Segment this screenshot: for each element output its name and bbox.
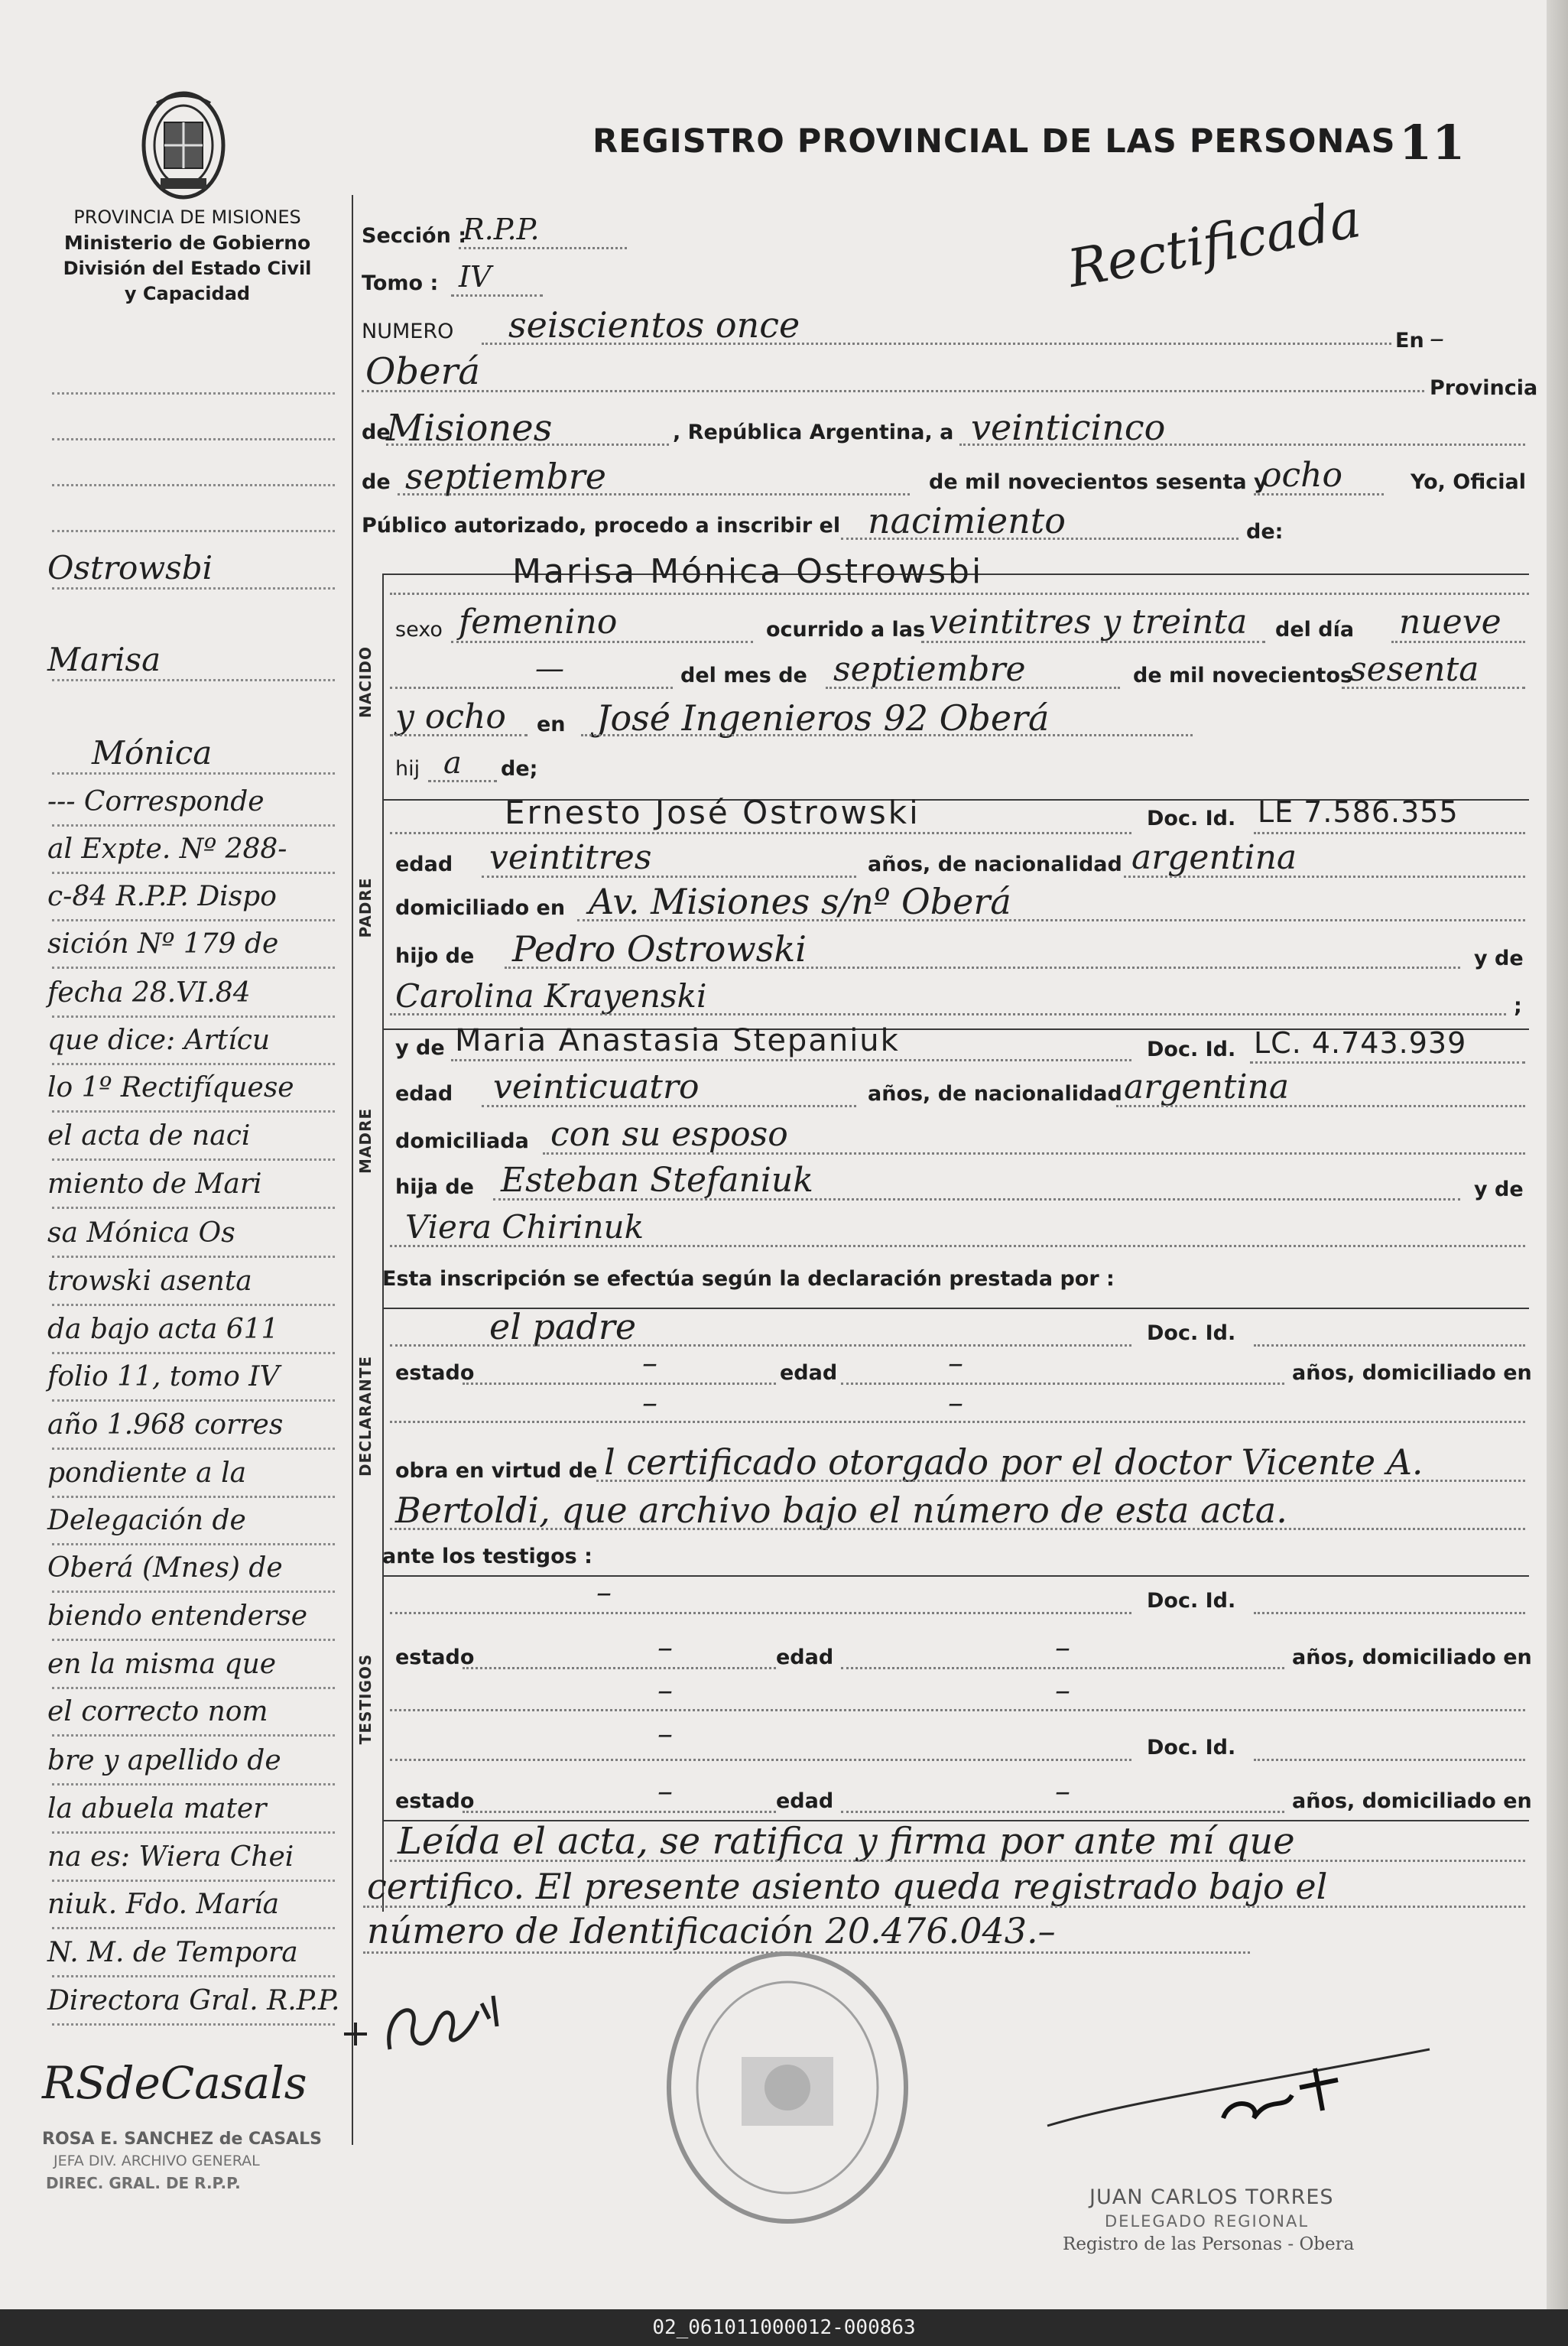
margin-note-line: en la misma que: [47, 1649, 277, 1680]
field-seccion: R.P.P.: [463, 213, 540, 246]
label-decl-dom: años, domiciliado en: [1292, 1361, 1532, 1385]
image-caption: 02_061011000012-000863: [0, 2309, 1568, 2346]
margin-note-line: miento de Mari: [47, 1168, 262, 1200]
margin-note-line: Marisa: [47, 641, 161, 678]
closing-line-3: número de Identificación 20.476.043.–: [367, 1910, 1056, 1951]
field-padre-doc: LE 7.586.355: [1258, 795, 1459, 829]
margin-note-line: la abuela mater: [47, 1793, 267, 1824]
margin-note-line: Directora Gral. R.P.P.: [47, 1985, 340, 2016]
field-padre-padre: Pedro Ostrowski: [512, 928, 807, 970]
label-padre-doc: Doc. Id.: [1147, 807, 1236, 830]
field-madre-edad: veinticuatro: [493, 1067, 700, 1106]
label-padre-hijo: hijo de: [395, 944, 475, 968]
field-anio-nac-1: sesenta: [1349, 650, 1479, 689]
label-en2: en: [537, 713, 566, 736]
margin-line-b: [52, 438, 335, 440]
margin-note-line: al Expte. Nº 288-: [47, 833, 287, 865]
field-madre-padre: Esteban Stefaniuk: [501, 1161, 813, 1200]
line-closing-1: [390, 1860, 1525, 1862]
margin-note-underline: [52, 1448, 335, 1450]
agency-line-2: Ministerio de Gobierno: [63, 232, 311, 254]
label-ocurrido: ocurrido a las: [766, 618, 926, 642]
margin-note-line: --- Corresponde: [47, 786, 265, 817]
field-decl-edad: –: [948, 1346, 963, 1381]
round-stamp-icon: [657, 1942, 917, 2233]
section-testigos: TESTIGOS: [356, 1653, 375, 1745]
label-madre-doc: Doc. Id.: [1147, 1038, 1236, 1061]
label-madre-anos: años, de nacionalidad: [868, 1082, 1122, 1106]
label-provincia: Provincia: [1430, 376, 1538, 400]
label-testigo1-edad: edad: [776, 1646, 834, 1669]
margin-note-underline: [52, 967, 335, 969]
margin-note-underline: [52, 1591, 335, 1593]
field-provincia: Misiones: [386, 407, 553, 450]
line-testigo1-doc: [1254, 1612, 1525, 1614]
line-madre-dom: [543, 1152, 1525, 1155]
field-testigo1-edad: –: [1055, 1630, 1070, 1665]
field-tomo: IV: [459, 260, 492, 294]
margin-note-underline: [52, 2023, 335, 2026]
label-testigo1-doc: Doc. Id.: [1147, 1589, 1236, 1613]
field-anio-nac-2: y ocho: [395, 697, 506, 736]
line-seccion: [459, 247, 627, 249]
margin-signature: RSdeCasals: [42, 2057, 307, 2109]
delegate-office: Registro de las Personas - Obera: [1063, 2234, 1355, 2254]
line-lugar: [362, 390, 1424, 392]
page-number: 11: [1399, 115, 1466, 171]
margin-note-underline: [52, 1831, 335, 1834]
label-padre-yde: y de: [1474, 947, 1524, 970]
field-testigo1-estado: –: [657, 1630, 673, 1665]
field-padre-nac: argentina: [1131, 838, 1297, 877]
label-obra: obra en virtud de: [395, 1459, 598, 1483]
margin-note-underline: [52, 1496, 335, 1498]
margin-note-underline: [52, 772, 335, 775]
field-padre-nombre: Ernesto José Ostrowski: [505, 794, 920, 831]
margin-note-underline: [52, 1880, 335, 1882]
closing-line-2: certifico. El presente asiento queda registrado bajo el: [367, 1866, 1328, 1907]
field-testigo2-edad: –: [1055, 1774, 1070, 1809]
closing-line-1: Leída el acta, se ratifica y firma por ante mí que: [398, 1820, 1295, 1863]
line-lugar-nac: [581, 734, 1193, 736]
field-testigo1-dom-2: –: [1055, 1673, 1070, 1708]
column-divider: [352, 195, 353, 2145]
margin-note-line: N. M. de Tempora: [47, 1937, 298, 1968]
field-madre-madre: Viera Chirinuk: [405, 1208, 644, 1246]
margin-note-underline: [52, 1783, 335, 1785]
label-del-dia: del día: [1275, 618, 1355, 642]
margin-note-underline: [52, 1975, 335, 1977]
field-hora: veintitres y treinta: [929, 603, 1248, 642]
line-decl-estado: [463, 1383, 776, 1385]
margin-note-underline: [52, 1207, 335, 1209]
margin-note-underline: [52, 1399, 335, 1402]
line-madre-nombre: [451, 1059, 1131, 1061]
label-mil-nov-sesenta: de mil novecientos sesenta y: [929, 470, 1268, 494]
label-declaracion: Esta inscripción se efectúa según la declaración prestada por :: [382, 1267, 1115, 1291]
line-testigo2-estado: [463, 1811, 776, 1813]
margin-note-line: el correcto nom: [47, 1696, 268, 1727]
label-testigo1-estado: estado: [395, 1646, 475, 1669]
margin-note-line: na es: Wiera Chei: [47, 1841, 294, 1873]
line-decl-edad: [841, 1383, 1284, 1385]
section-madre: MADRE: [356, 1107, 375, 1175]
line-padre-edad: [482, 876, 856, 878]
field-obra-2: Bertoldi, que archivo bajo el número de esta acta.: [395, 1490, 1287, 1531]
delegate-name: JUAN CARLOS TORRES: [1089, 2185, 1334, 2209]
label-de: de: [362, 421, 391, 444]
line-mes: [826, 687, 1120, 689]
line-sexo: [451, 641, 753, 643]
field-declarante: el padre: [489, 1306, 637, 1347]
margin-note-underline: [52, 1352, 335, 1354]
line-declarante: [390, 1344, 1131, 1347]
label-decl-estado: estado: [395, 1361, 475, 1385]
margin-note-underline: [52, 679, 335, 681]
line-padre-nombre: [390, 832, 1131, 834]
line-madre-edad: [482, 1105, 856, 1107]
margin-note-underline: [52, 1734, 335, 1737]
field-en: –: [1430, 321, 1444, 355]
field-padre-edad: veintitres: [489, 838, 652, 877]
line-padre-doc: [1254, 832, 1525, 834]
label-madre-dom: domiciliada: [395, 1129, 529, 1153]
line-closing-2: [363, 1906, 1525, 1908]
line-madre-nac: [1116, 1105, 1525, 1107]
semicolon-mark: ;: [1514, 994, 1522, 1018]
agency-line-3: División del Estado Civil: [63, 258, 312, 279]
line-provincia: [386, 444, 669, 446]
line-padre-padre: [505, 967, 1460, 969]
line-testigo-2: [390, 1759, 1131, 1761]
label-de2: de: [362, 470, 391, 494]
margin-note-underline: [52, 1110, 335, 1113]
line-madre-madre: [390, 1245, 1525, 1247]
delegate-title: DELEGADO REGIONAL: [1105, 2212, 1310, 2231]
label-seccion: Sección :: [362, 224, 466, 248]
line-testigo2-doc: [1254, 1759, 1525, 1761]
field-sexo: femenino: [459, 603, 618, 642]
line-tomo: [451, 294, 543, 297]
margin-note-line: sición Nº 179 de: [47, 928, 279, 960]
label-madre-edad: edad: [395, 1082, 453, 1106]
label-yo-oficial: Yo, Oficial: [1411, 470, 1526, 494]
field-testigo2-estado: –: [657, 1774, 673, 1809]
margin-note-line: el acta de naci: [47, 1120, 251, 1152]
field-padre-madre: Carolina Krayenski: [395, 977, 707, 1015]
field-decl-dom-2: –: [948, 1386, 963, 1421]
margin-note-line: folio 11, tomo IV: [47, 1361, 280, 1392]
line-fecha-dia: [959, 444, 1525, 446]
margin-note-line: Delegación de: [47, 1505, 246, 1536]
page-edge: [1547, 0, 1568, 2309]
field-acto: nacimiento: [868, 500, 1066, 541]
margin-note-underline: [52, 1543, 335, 1545]
field-madre-nac: argentina: [1124, 1067, 1290, 1106]
section-declarante: DECLARANTE: [356, 1355, 375, 1477]
label-madre-yde: y de: [1474, 1178, 1524, 1201]
line-padre-nac: [1124, 876, 1525, 878]
field-lugar-nac: José Ingenieros 92 Oberá: [596, 697, 1050, 739]
margin-note-line: niuk. Fdo. María: [47, 1889, 280, 1920]
field-dia: nueve: [1399, 603, 1501, 642]
margin-note-underline: [52, 1158, 335, 1161]
margin-line-a: [52, 392, 335, 395]
field-dia-cont: —: [535, 651, 564, 685]
line-testigo1-dom: [390, 1709, 1525, 1711]
margin-note-underline: [52, 1063, 335, 1065]
margin-note-underline: [52, 1256, 335, 1258]
label-de-colon: de:: [1246, 520, 1284, 544]
margin-note-underline: [52, 824, 335, 827]
label-mil-nov: de mil novecientos: [1133, 664, 1353, 687]
label-en: En: [1395, 329, 1424, 353]
margin-signer-2: JEFA DIV. ARCHIVO GENERAL: [54, 2153, 260, 2169]
line-numero: [482, 343, 1391, 345]
line-decl-dom: [390, 1421, 1525, 1423]
line-obra-1: [596, 1480, 1525, 1482]
margin-note-underline: [52, 919, 335, 921]
rectificada-annotation: Rectificada: [1063, 189, 1365, 300]
section-divider: [382, 574, 384, 1912]
label-decl-doc: Doc. Id.: [1147, 1321, 1236, 1345]
label-testigo2-dom: años, domiciliado en: [1292, 1789, 1532, 1813]
field-mes: septiembre: [833, 650, 1026, 689]
margin-note-line: c-84 R.P.P. Dispo: [47, 881, 277, 912]
field-testigo-1: –: [596, 1575, 612, 1610]
line-testigo1-edad: [841, 1667, 1284, 1669]
margin-note-line: biendo entenderse: [47, 1600, 307, 1632]
margin-note-line: Oberá (Mnes) de: [47, 1552, 283, 1584]
delegate-signature-icon: [1032, 2034, 1460, 2141]
margin-note-underline: [52, 872, 335, 874]
label-testigo2-doc: Doc. Id.: [1147, 1736, 1236, 1760]
margin-note-line: bre y apellido de: [47, 1745, 281, 1776]
margin-note-underline: [52, 1015, 335, 1018]
line-hora: [921, 641, 1265, 643]
margin-note-line: da bajo acta 611: [47, 1314, 279, 1345]
margin-signer-3: DIREC. GRAL. DE R.P.P.: [46, 2174, 241, 2192]
field-anio: ocho: [1261, 456, 1342, 495]
line-madre-padre: [493, 1198, 1460, 1201]
label-tomo: Tomo :: [362, 271, 439, 295]
margin-note-underline: [52, 1687, 335, 1689]
field-testigo-2: –: [657, 1717, 673, 1752]
field-madre-dom: con su esposo: [550, 1115, 788, 1154]
label-testigo2-edad: edad: [776, 1789, 834, 1813]
margin-note-line: pondiente a la: [47, 1457, 247, 1489]
field-padre-dom: Av. Misiones s/nº Oberá: [589, 881, 1011, 922]
margin-signer-1: ROSA E. SANCHEZ de CASALS: [42, 2130, 322, 2149]
field-obra-1: l certificado otorgado por el doctor Vicente A.: [604, 1441, 1424, 1483]
label-testigo2-estado: estado: [395, 1789, 475, 1813]
margin-note-line: fecha 28.VI.84: [47, 977, 251, 1009]
margin-line-d: [52, 530, 335, 532]
field-decl-estado: –: [642, 1346, 657, 1381]
section-nacido: NACIDO: [356, 646, 375, 718]
line-decl-doc: [1254, 1344, 1525, 1347]
margin-note-underline: [52, 1639, 335, 1641]
label-padre-edad: edad: [395, 853, 453, 876]
field-hij-suffix: a: [443, 746, 462, 781]
agency-line-1: PROVINCIA DE MISIONES: [73, 206, 301, 228]
label-padre-anos: años, de nacionalidad: [868, 853, 1122, 876]
line-acto: [841, 538, 1238, 540]
field-nombre: Marisa Mónica Ostrowsbi: [512, 552, 984, 591]
margin-note-line: Mónica: [92, 734, 213, 772]
line-dia: [1391, 641, 1525, 643]
field-fecha-mes: septiembre: [405, 456, 606, 497]
label-sexo: sexo: [395, 618, 443, 642]
field-decl-dom-1: –: [642, 1386, 657, 1421]
line-testigo1-estado: [463, 1667, 776, 1669]
section-padre: PADRE: [356, 877, 375, 938]
label-hij: hij: [395, 757, 420, 781]
field-madre-nombre: Maria Anastasia Stepaniuk: [455, 1023, 900, 1058]
line-testigo-1: [390, 1612, 1131, 1614]
line-anio-nac-1: [1342, 687, 1525, 689]
label-ante-testigos: ante los testigos :: [382, 1545, 592, 1568]
line-testigo2-edad: [841, 1811, 1284, 1813]
line-dia-cont: [390, 687, 673, 689]
line-hij: [428, 780, 497, 782]
provincial-seal-icon: [134, 88, 233, 203]
line-madre-doc: [1250, 1061, 1525, 1064]
label-decl-edad: edad: [780, 1361, 838, 1385]
page-title: REGISTRO PROVINCIAL DE LAS PERSONAS: [592, 122, 1396, 161]
label-del-mes: del mes de: [680, 664, 807, 687]
line-fecha-mes: [398, 493, 910, 496]
label-madre-yde: y de: [395, 1036, 445, 1060]
margin-note-line: sa Mónica Os: [47, 1217, 235, 1249]
line-nombre: [390, 593, 1529, 595]
label-republica: , República Argentina, a: [673, 421, 954, 444]
line-padre-dom: [577, 919, 1525, 921]
margin-note-underline: [52, 587, 335, 590]
line-anio-nac-2: [390, 734, 528, 736]
margin-note-underline: [52, 1304, 335, 1306]
line-anio: [1254, 493, 1384, 496]
field-lugar: Oberá: [365, 350, 481, 393]
line-padre-madre: [390, 1013, 1506, 1015]
label-testigo1-dom: años, domiciliado en: [1292, 1646, 1532, 1669]
margin-note-underline: [52, 1927, 335, 1929]
official-signature-icon: [336, 1980, 535, 2072]
margin-note-line: lo 1º Rectifíquese: [47, 1072, 294, 1103]
label-de-semicolon: de;: [501, 757, 538, 781]
margin-note-line: Ostrowsbi: [47, 549, 213, 586]
field-fecha-dia: veinticinco: [971, 407, 1166, 448]
label-numero: NUMERO: [362, 320, 454, 343]
label-madre-hija: hija de: [395, 1175, 474, 1199]
field-numero: seiscientos once: [508, 304, 800, 346]
label-publico: Público autorizado, procedo a inscribir el: [362, 514, 841, 538]
field-madre-doc: LC. 4.743.939: [1254, 1026, 1467, 1060]
field-testigo1-dom-1: –: [657, 1673, 673, 1708]
line-obra-2: [390, 1528, 1525, 1530]
label-padre-dom: domiciliado en: [395, 896, 566, 920]
agency-line-4: y Capacidad: [124, 283, 251, 304]
margin-line-c: [52, 484, 335, 486]
margin-note-line: trowski asenta: [47, 1266, 252, 1297]
margin-note-line: año 1.968 corres: [47, 1409, 284, 1441]
margin-note-line: que dice: Artícu: [47, 1025, 271, 1056]
bracket-testigos: [382, 1575, 1529, 1577]
